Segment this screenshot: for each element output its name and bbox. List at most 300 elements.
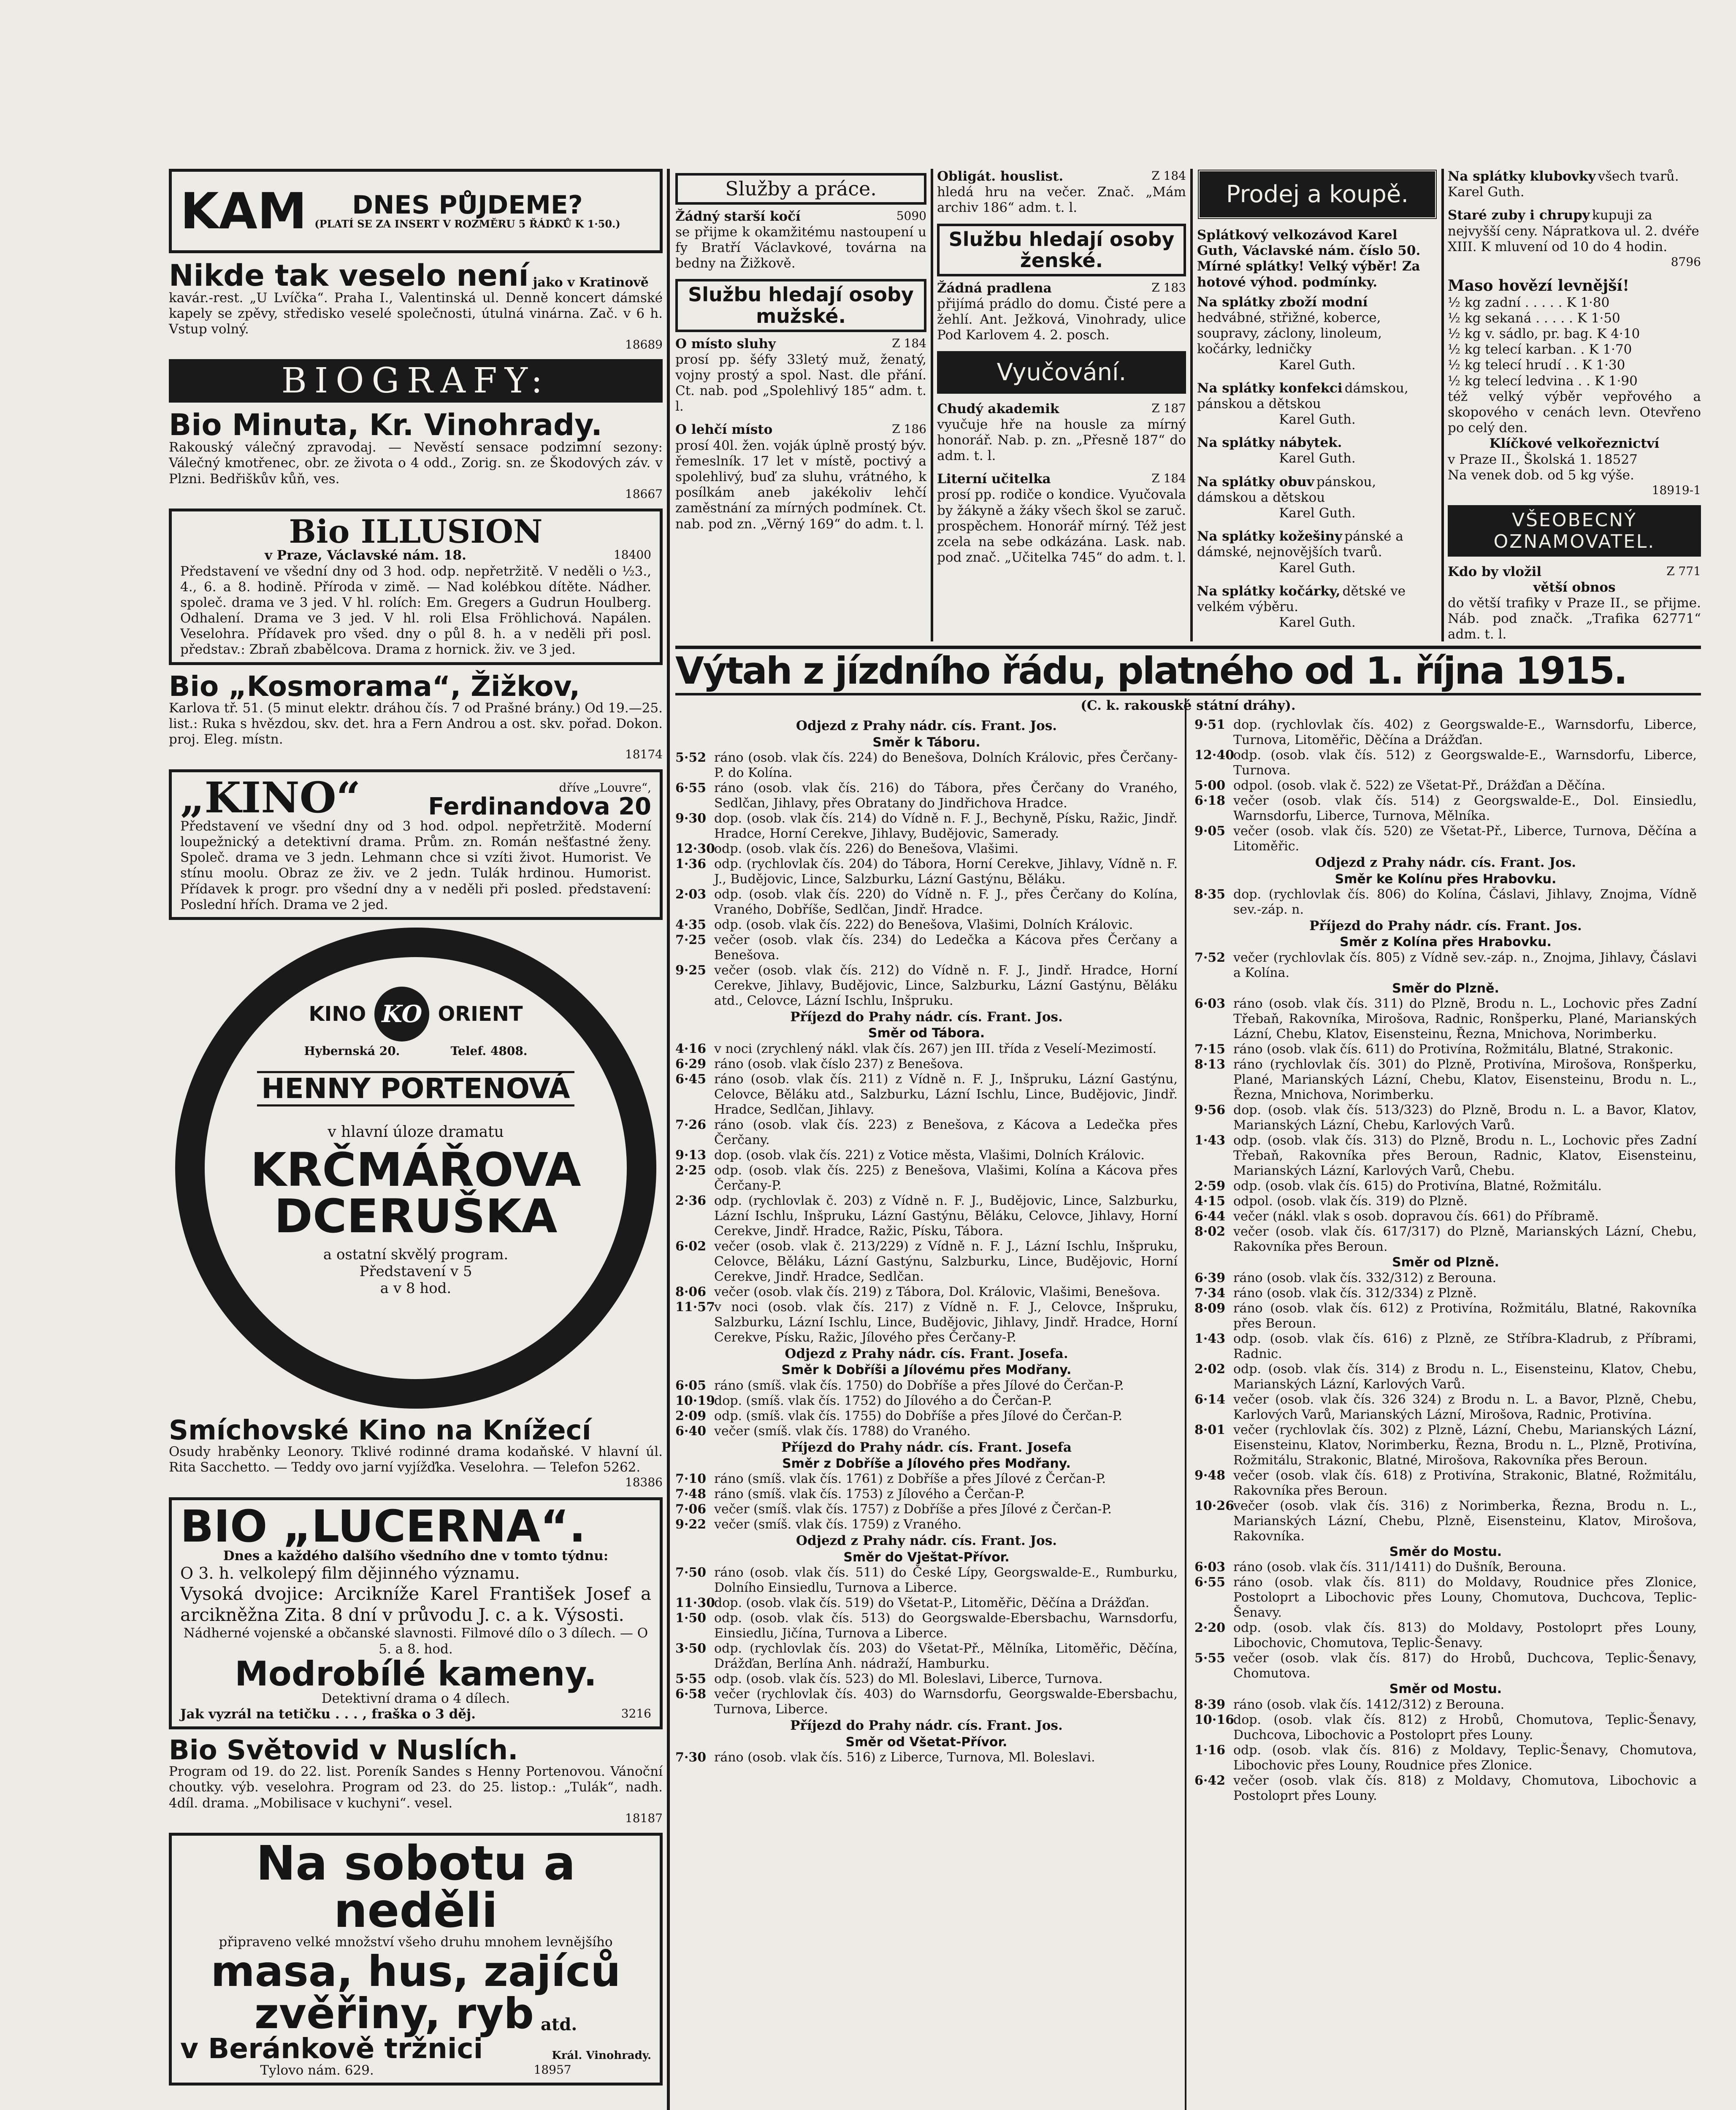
timetable-time: 8·02 xyxy=(1194,1224,1226,1239)
timetable-time: 8·13 xyxy=(1194,1057,1226,1072)
classified-pradlena xyxy=(937,281,1186,344)
sobota-addr: Tylovo nám. 629. xyxy=(260,2062,374,2078)
timetable-direction: Směr z Dobříše a Jílového přes Modřany. xyxy=(782,1456,1071,1471)
timetable-text: odp. (osob. vlak čís. 220) do Vídně n. F. J., přes Čerčany do Kolína, Vraného, Dobříše, Sedlčan, Jindř. Hradce. xyxy=(714,887,1178,917)
orient-name: ORIENT xyxy=(438,1002,523,1026)
section-header-zenske xyxy=(937,224,1186,276)
nikde-code: 18689 xyxy=(625,337,663,352)
timetable-time: 4·16 xyxy=(675,1041,707,1056)
classified-title: O lehčí místo xyxy=(675,422,773,438)
timetable-row xyxy=(675,1687,1178,1717)
timetable-time: 11·57 xyxy=(675,1299,715,1315)
classified-title: Na splátky klubovky xyxy=(1448,169,1596,184)
classified-title: Staré zuby i chrupy xyxy=(1448,208,1590,223)
timetable-row xyxy=(675,1117,1178,1148)
timetable-row xyxy=(675,963,1178,1009)
timetable-row xyxy=(1194,1743,1697,1773)
timetable-time: 8·35 xyxy=(1194,887,1226,902)
svetovid-ad xyxy=(169,1737,663,1825)
timetable-direction: Směr z Kolína přes Hrabovku. xyxy=(1340,935,1552,950)
left-column xyxy=(169,169,663,2110)
timetable-row xyxy=(675,1487,1178,1502)
timetable-time: 2·36 xyxy=(675,1193,707,1208)
timetable-text: večer (osob. vlak čís. 212) do Vídně n. F. J., Jindř. Hradce, Horní Cerekve, Jihlavy, Budějovic, Lince, Salzburku, Lázní Gastýnu, Běláku atd., Celovce, Lázní Ischlu, Inšpruku. xyxy=(714,963,1178,1009)
classified-text: pánské a dámské, nejnovějších tvarů. xyxy=(1197,529,1403,560)
classified-modni xyxy=(1197,295,1438,373)
timetable-time: 7·52 xyxy=(1194,950,1226,965)
classified-code: Z 186 xyxy=(892,422,926,436)
lucerna-line2: Vysoká dvojice: Arcikníže Karel František Josef a arcikněžna Zita. 8 dní v průvodu J. c. a k. Výsosti. xyxy=(180,1583,651,1626)
orient-kino: KINO xyxy=(309,1002,366,1026)
classified-text: pánskou, dámskou a dětskou xyxy=(1197,474,1376,505)
svetovid-code: 18187 xyxy=(625,1811,663,1825)
timetable-text: odp. (osob. vlak čís. 523) do Ml. Boleslavi, Liberce, Turnova. xyxy=(714,1672,1103,1687)
classified-text: všech tvarů. Karel Guth. xyxy=(1448,169,1679,200)
illusion-text: Představení ve všední dny od 3 hod. odp. nepřetržitě. V neděli o ½3., 4., 6. a 8. hodině. Příroda v zimě. — Nad kolébkou dítěte. Nádher. společ. drama ve 3 jed. V hl. rolích: Em. Gregers a Gudrun Houlberg. Odhalení. Drama ve 3 jed. V hl. roli Elsa Fröhlichová. Napálen. Veselohra. Přídavek pro všed. dny o půl 8. h. a v neděli při posl. představ.: Zbraň zbabělcova. Drama z hornick. živ. ve 3 jed. xyxy=(180,563,651,657)
classified-code: Z 187 xyxy=(1151,401,1186,415)
timetable-row xyxy=(1194,996,1697,1042)
timetable-direction: Směr od Mostu. xyxy=(1389,1682,1502,1697)
classified-text: prosí pp. šéfy 33letý muž, ženatý, vojny prostý a spol. Nast. dle přání. Ct. nab. pod „Spolehlivý 185“ adm. t. l. xyxy=(675,352,926,414)
lucerna-code: 3216 xyxy=(621,1707,651,1720)
timetable-text: v noci (osob. vlak čís. 217) z Vídně n. F. J., Celovce, Inšpruku, Salzburku, Lázní Ischlu, Lince, Budějovic, Jihlavy, Jindř. Hradce, Horní Cerekve, Písku, Ražic, Jílového přes Čerčany-P. xyxy=(714,1299,1178,1345)
maso-item: ½ kg telecí ledvina . . K 1·90 xyxy=(1448,373,1638,389)
timetable-time: 7·15 xyxy=(1194,1042,1226,1057)
timetable-text: odp. (rychlovlak čís. 204) do Tábora, Horní Cerekve, Jihlavy, Vídně n. F. J., Budějovic, Lince, Salzburku, Lázní Gastýnu, Běláku. xyxy=(714,857,1178,887)
timetable-time: 2·02 xyxy=(1194,1361,1226,1377)
sobota-place: Král. Vinohrady. xyxy=(552,2049,651,2062)
timetable-time: 1·16 xyxy=(1194,1742,1226,1758)
kosmorama-text: Karlova tř. 51. (5 minut elektr. dráhou čís. 7 od Prašné brány.) Od 19.—25. list.: Ruka s hvězdou, skv. det. hra a Fern Androu a ost. skv. pořad. Dokon. proj. Eleg. místn. xyxy=(169,700,663,747)
timetable-time: 4·15 xyxy=(1194,1194,1226,1209)
timetable-text: ráno (osob. vlak čís. 511) do České Lípy, Georgswalde-E., Rumburku, Dolního Einsiedlu, Turnova a Liberce. xyxy=(714,1565,1178,1596)
timetable-row xyxy=(675,1424,1178,1439)
timetable-row xyxy=(675,1502,1178,1517)
timetable-text: odpol. (osob. vlak č. 522) ze Všetat-Př., Drážďan a Děčína. xyxy=(1233,778,1606,793)
classified-houslista xyxy=(937,169,1186,216)
classified-kozesiny xyxy=(1197,529,1438,576)
classified-text: vyučuje hře na housle za mírný honorář. Nab. p. zn. „Přesně 187“ do adm. t. l. xyxy=(937,417,1186,464)
section-header-vyucovani xyxy=(937,351,1186,394)
classified-text: do větší trafiky v Praze II., se přijme. Náb. pod značk. „Trafika 62771“ adm. t. l. xyxy=(1448,595,1701,642)
timetable-time: 6·29 xyxy=(675,1056,707,1071)
maso-addr: v Praze II., Školská 1. 18527 xyxy=(1448,452,1638,467)
timetable-text: večer (osob. vlak čís. 234) do Ledečka a Kácova přes Čerčany a Benešova. xyxy=(714,933,1178,963)
timetable-row xyxy=(675,1378,1178,1393)
timetable-direction: Směr od Všetat-Přívor. xyxy=(845,1734,1007,1750)
timetable-time: 7·06 xyxy=(675,1502,707,1517)
timetable-row xyxy=(675,1596,1178,1611)
sobota-market: v Beránkově tržnici xyxy=(180,2032,483,2065)
sluzby-title: Služby a práce. xyxy=(725,177,877,200)
timetable-right-column xyxy=(1194,717,1697,1804)
classified-by: Karel Guth. xyxy=(1279,615,1356,630)
illusion-ad xyxy=(169,509,663,665)
timetable-text: odp. (osob. vlak čís. 222) do Benešova, Vlašimi, Dolních Královic. xyxy=(714,917,1133,933)
orient-addr: Hybernská 20. xyxy=(304,1044,400,1058)
timetable-text: ráno (osob. vlak čís. 612) z Protivína, Rožmitálu, Blatné, Rakovníka přes Beroun. xyxy=(1233,1301,1697,1331)
timetable-time: 3·50 xyxy=(675,1641,707,1656)
classified-nabytek xyxy=(1197,435,1438,466)
orient-star: HENNY PORTENOVÁ xyxy=(257,1071,574,1106)
timetable-text: ráno (osob. vlak čís. 223) z Benešova, z Kácova a Ledečka přes Čerčany. xyxy=(714,1117,1178,1147)
classified-text: dámskou, pánskou a dětskou xyxy=(1197,380,1408,411)
timetable-row xyxy=(1194,1575,1697,1620)
timetable-row xyxy=(1194,1133,1697,1179)
timetable-row xyxy=(1194,1773,1697,1804)
lucerna-ad xyxy=(169,1497,663,1729)
timetable-text: odp. (smíš. vlak čís. 1755) do Dobříše a přes Jílové do Čerčan-P. xyxy=(714,1408,1123,1423)
sobota-ad xyxy=(169,1833,663,2085)
classified-title: Chudý akademik xyxy=(937,401,1059,417)
classified-text: prosí pp. rodiče o kondice. Vyučovala by žákyně a žáky všech škol se zaruč. prospěchem. Honorář mírný. Též jest zcela na sebe odkázána. Lask. nab. pod znač. „Učitelka 745“ do adm. t. l. xyxy=(937,487,1186,565)
timetable-text: večer (osob. vlak čís. 618) z Protivína, Strakonic, Blatné, Rožmitálu, Rakovníka přes Beroun. xyxy=(1233,1468,1697,1498)
classified-konfekce xyxy=(1197,381,1438,428)
classified-by: Karel Guth. xyxy=(1279,560,1356,576)
timetable-time: 7·30 xyxy=(675,1750,707,1765)
classified-title: Obligát. houslist. xyxy=(937,169,1064,184)
timetable-row xyxy=(675,1300,1178,1345)
classified-sluha xyxy=(675,336,926,415)
classified-klubovky xyxy=(1448,169,1701,200)
timetable-row xyxy=(675,1517,1178,1532)
maso-title: Maso hovězí levnější! xyxy=(1448,276,1629,295)
classified-by: Karel Guth. xyxy=(1279,412,1356,427)
sobota-title: Na sobotu a neděli xyxy=(256,1836,576,1939)
timetable-time: 7·48 xyxy=(675,1487,707,1502)
timetable-time: 5·55 xyxy=(1194,1651,1226,1666)
timetable-time: 9·25 xyxy=(675,963,707,978)
classified-text: přijímá prádlo do domu. Čisté pere a žehlí. Ant. Ježková, Vinohrady, ulice Pod Karlovem 4. 2. posch. xyxy=(937,296,1186,343)
sobota-code: 18957 xyxy=(534,2062,571,2077)
classified-zuby xyxy=(1448,208,1701,269)
timetable-row xyxy=(1194,1712,1697,1743)
timetable-row xyxy=(1194,1286,1697,1301)
smichov-title: Smíchovské Kino na Knížecí xyxy=(169,1415,591,1446)
timetable-time: 2·03 xyxy=(675,887,707,902)
maso-note: Na venek dob. od 5 kg výše. xyxy=(1448,467,1634,483)
illusion-code: 18400 xyxy=(613,548,651,562)
classified-guth: Splátkový velkozávod Karel Guth, Václavské nám. číslo 50. Mírné splátky! Velký výběr! Za hotové výhod. podmínky. xyxy=(1197,227,1421,290)
biografy-banner: BIOGRAFY: xyxy=(169,359,663,403)
timetable-row xyxy=(675,1057,1178,1072)
timetable-subtitle: (C. k. rakouské státní dráhy). xyxy=(1081,698,1296,713)
kino-ad xyxy=(169,769,663,920)
timetable-time: 6·05 xyxy=(675,1378,707,1393)
classified-code: Z 771 xyxy=(1666,564,1701,578)
classified-title2: větší obnos xyxy=(1533,579,1616,595)
timetable-row xyxy=(675,811,1178,841)
timetable-text: dop. (rychlovlak čís. 806) do Kolína, Čáslavi, Jihlavy, Znojma, Vídně sev.-záp. n. xyxy=(1233,887,1697,917)
timetable-text: ráno (osob. vlak čís. 332/312) z Berouna. xyxy=(1233,1270,1497,1285)
timetable-text: odp. (osob. vlak čís. 314) z Brodu n. L., Eisensteinu, Klatov, Chebu, Marianských Lázní, Karlových Varů. xyxy=(1233,1361,1697,1392)
timetable-row xyxy=(1194,1042,1697,1057)
timetable-text: večer (osob. vlak čís. 817) do Hrobů, Duchcova, Teplic-Šenavy, Chomutova. xyxy=(1233,1651,1697,1681)
maso-item: ½ kg v. sádlo, pr. bag. K 4·10 xyxy=(1448,326,1640,342)
timetable-time: 6·45 xyxy=(675,1071,707,1087)
classified-code: 8796 xyxy=(1671,254,1701,269)
timetable-text: ráno (smíš. vlak čís. 1761) z Dobříše a přes Jílové z Čerčan-P. xyxy=(714,1472,1106,1487)
svetovid-title: Bio Světovid v Nuslích. xyxy=(169,1735,518,1766)
timetable-text: odp. (osob. vlak čís. 225) z Benešova, Vlašimi, Kolína a Kácova přes Čerčany-P. xyxy=(714,1163,1178,1193)
timetable-text: večer (nákl. vlak s osob. dopravou čís. 661) do Příbramě. xyxy=(1233,1209,1599,1224)
kam-line1: DNES PŮJDEME? xyxy=(352,190,583,220)
classified-obnos xyxy=(1448,564,1701,643)
timetable-row xyxy=(675,1239,1178,1285)
timetable-text: večer (osob. vlak čís. 219) z Tábora, Dol. Královic, Vlašimi, Benešova. xyxy=(714,1284,1161,1299)
timetable-time: 10·26 xyxy=(1194,1498,1234,1513)
classified-by: Karel Guth. xyxy=(1279,357,1356,373)
timetable xyxy=(675,646,1701,1804)
timetable-row xyxy=(675,1072,1178,1117)
kam-line2: (PLATÍ SE ZA INSERT V ROZMĚRU 5 ŘÁDKŮ K 1·50.) xyxy=(314,217,620,230)
muzske-title: Službu hledají osoby mužské. xyxy=(688,283,914,327)
timetable-time: 7·25 xyxy=(675,933,707,948)
kosmorama-title: Bio „Kosmorama“, Žižkov, xyxy=(169,670,580,703)
column-rule xyxy=(931,169,933,641)
timetable-text: večer (osob. vlak čís. 316) z Norimberka, Řezna, Brodu n. L., Marianských Lázní, Chebu, Plzně, Eisensteinu, Klatov, Mirošova, Rakovníka. xyxy=(1233,1498,1697,1544)
kam-title: KAM xyxy=(180,182,307,240)
timetable-row xyxy=(1194,778,1697,793)
classified-obuv xyxy=(1197,474,1438,522)
timetable-time: 6·55 xyxy=(1194,1575,1226,1590)
timetable-time: 6·18 xyxy=(1194,793,1226,809)
nikde-title2: jako v Kratinově xyxy=(533,275,649,290)
timetable-heading: Příjezd do Prahy nádr. cís. Frant. Jos. xyxy=(790,1718,1063,1734)
column-rule xyxy=(1190,169,1193,641)
timetable-direction: Směr do Vještat-Přívor. xyxy=(843,1550,1010,1565)
timetable-row xyxy=(1194,1209,1697,1224)
timetable-time: 8·01 xyxy=(1194,1422,1226,1437)
maso-item: ½ kg telecí karban. . K 1·70 xyxy=(1448,342,1632,357)
lucerna-sub: Dnes a každého dalšího všedního dne v tomto týdnu: xyxy=(223,1548,609,1564)
timetable-row xyxy=(1194,1468,1697,1499)
classified-code: Z 184 xyxy=(1151,169,1186,183)
timetable-row xyxy=(675,781,1178,811)
timetable-time: 9·22 xyxy=(675,1517,707,1532)
orient-tel: Telef. 4808. xyxy=(450,1044,528,1058)
sobota-atd: atd. xyxy=(541,2014,577,2034)
lucerna-big: Modrobílé kameny. xyxy=(235,1654,597,1693)
timetable-time: 6·39 xyxy=(1194,1270,1226,1285)
classified-title: Kdo by vložil xyxy=(1448,564,1542,579)
classified-code: Z 184 xyxy=(892,336,926,350)
minuta-ad xyxy=(169,410,663,501)
timetable-text: ráno (osob. vlak čís. 224) do Benešova, Dolních Královic, přes Čerčany-P. do Kolína. xyxy=(714,750,1178,781)
timetable-row xyxy=(675,1393,1178,1409)
timetable-text: ráno (osob. vlak čís. 211) z Vídně n. F. J., Inšpruku, Lázní Gastýnu, Celovce, Běláku atd., Salzburku, Lázní Ischlu, Lince, Budějovic, Jindř. Hradce, Sedlčan, Jihlavy. xyxy=(714,1071,1178,1117)
minuta-code: 18667 xyxy=(625,487,663,501)
timetable-row xyxy=(675,933,1178,963)
timetable-row xyxy=(1194,1392,1697,1423)
timetable-row xyxy=(675,1148,1178,1163)
timetable-text: večer (rychlovlak čís. 302) z Plzně, Lázní, Chebu, Marianských Lázní, Eisensteinu, Klatov, Norimberku, Řezna, Brodu n. L., Plzně, Protivína, Rožmitálu, Strakonic, Blatné, Mirošova, Rakovníka přes Beroun. xyxy=(1233,1422,1697,1468)
maso-item: ½ kg zadní . . . . . K 1·80 xyxy=(1448,295,1610,310)
timetable-text: dop. (osob. vlak čís. 519) do Všetat-P., Litoměřic, Děčína a Drážďan. xyxy=(714,1596,1150,1611)
kam-ad xyxy=(169,169,663,253)
timetable-time: 9·56 xyxy=(1194,1103,1226,1118)
classified-text: kupuji za nejvyšší ceny. Nápratkova ul. 2. dvéře XIII. K mluvení od 10 do 4 hodin. xyxy=(1448,208,1699,254)
smichov-ad xyxy=(169,1417,663,1490)
timetable-direction: Směr ke Kolínu přes Hrabovku. xyxy=(1335,871,1557,887)
timetable-direction: Směr k Táboru. xyxy=(872,735,980,750)
timetable-text: ráno (osob. vlak čís. 516) z Liberce, Turnova, Ml. Boleslavi. xyxy=(714,1750,1095,1765)
svetovid-text: Program od 19. do 22. list. Poreník Sandes s Henny Portenovou. Vánoční choutky. výb. veselohra. Program od 23. do 25. listop.: „Tulák“, nadh. 4díl. drama. „Mobilisace v kuchyni“. vesel. xyxy=(169,1764,663,1811)
section-header-vseobecny xyxy=(1448,505,1701,557)
classified-by: Karel Guth. xyxy=(1279,451,1356,466)
timetable-row xyxy=(675,1672,1178,1687)
timetable-time: 6·14 xyxy=(1194,1392,1226,1407)
timetable-time: 9·48 xyxy=(1194,1468,1226,1483)
timetable-row xyxy=(675,887,1178,917)
timetable-text: v noci (zrychlený nákl. vlak čís. 267) jen III. třída z Veselí-Mezimostí. xyxy=(714,1041,1157,1056)
timetable-text: odp. (osob. vlak čís. 616) z Plzně, ze Stříbra-Kladrub, z Příbrami, Radnic. xyxy=(1233,1331,1697,1361)
section-header-prodej xyxy=(1197,169,1438,220)
timetable-row xyxy=(1194,1499,1697,1544)
classified-code: 5090 xyxy=(896,208,926,223)
kino-title: „KINO“ xyxy=(180,772,361,822)
maso-code: 18919-1 xyxy=(1652,483,1701,497)
timetable-text: dop. (osob. vlak čís. 214) do Vídně n. F. J., Bechyně, Písku, Ražic, Jindř. Hradce, Horní Cerekve, Jihlavy, Budějovic, Samerady. xyxy=(714,811,1178,841)
classified-title: Na splátky kožešiny xyxy=(1197,529,1343,544)
timetable-text: večer (osob. vlak čís. 617/317) do Plzně, Marianských Lázní, Chebu, Rakovníka přes Beroun. xyxy=(1233,1224,1697,1255)
orient-logo-icon: KO xyxy=(374,987,429,1041)
timetable-time: 9·13 xyxy=(675,1147,707,1163)
orient-rest3: a v 8 hod. xyxy=(380,1280,452,1297)
newspaper-page xyxy=(169,169,1701,2110)
timetable-time: 6·44 xyxy=(1194,1209,1226,1224)
nikde-title: Nikde tak veselo není xyxy=(169,258,529,293)
timetable-text: večer (osob. vlak č. 213/229) z Vídně n. F. J., Lázní Ischlu, Inšpruku, Celovce, Běláku, Lázní Gastýnu, Salzburku, Lince, Budějovic, Horní Cerekve, Jindř. Hradce, Sedlčan. xyxy=(714,1239,1178,1284)
timetable-row xyxy=(675,1611,1178,1641)
timetable-text: ráno (osob. vlak čís. 216) do Tábora, přes Čerčany do Vraného, Sedlčan, Jihlavy, přes Obratany do Jindřichova Hradce. xyxy=(714,781,1178,811)
maso-extra: Klíčkové velkořeznictví xyxy=(1489,436,1660,452)
timetable-direction: Směr do Plzně. xyxy=(1392,981,1499,996)
timetable-text: odp. (osob. vlak čís. 313) do Plzně, Brodu n. L., Lochovic přes Zadní Třebaň, Rakovníka přes Beroun, Radnic, Klatov, Eisensteinu, Marianských Lázní, Karlových Varů, Chebu. xyxy=(1233,1133,1697,1179)
timetable-text: dop. (osob. vlak čís. 513/323) do Plzně, Brodu n. L. a Bavor, Klatov, Marianských Lázní, Chebu, Karlových Varů. xyxy=(1233,1103,1697,1133)
illusion-title: Bio ILLUSION xyxy=(289,513,543,551)
timetable-time: 5·00 xyxy=(1194,778,1226,793)
timetable-time: 1·43 xyxy=(1194,1133,1226,1148)
timetable-row xyxy=(1194,717,1697,748)
timetable-time: 7·34 xyxy=(1194,1285,1226,1301)
timetable-text: ráno (osob. vlak čís. 311/1411) do Dušník, Berouna. xyxy=(1233,1560,1566,1575)
timetable-time: 6·03 xyxy=(1194,1560,1226,1575)
classified-title: Na splátky konfekci xyxy=(1197,380,1343,396)
smichov-code: 18386 xyxy=(625,1475,663,1490)
sobota-big2: zvěřiny, ryb xyxy=(254,1988,534,2038)
timetable-time: 9·30 xyxy=(675,811,707,826)
minuta-text: Rakouský válečný zpravodaj. — Nevěstí sensace podzimní sezony: Válečný kmotřenec, obr. ze života o 4 odd., Zorig. sn. ze Škodových záv. v Plzni. Bedřiškův kůň, ves. xyxy=(169,440,663,487)
timetable-direction: Směr do Mostu. xyxy=(1389,1544,1502,1559)
timetable-time: 6·42 xyxy=(1194,1773,1226,1788)
timetable-text: dop. (osob. vlak čís. 812) z Hrobů, Chomutova, Teplic-Šenavy, Duchcova, Libochovic a Postoloprt přes Louny. xyxy=(1233,1712,1697,1742)
timetable-time: 6·55 xyxy=(675,781,707,796)
timetable-time: 2·25 xyxy=(675,1163,707,1178)
timetable-text: odp. (osob. vlak čís. 513) do Georgswalde-Ebersbachu, Warnsdorfu, Einsiedlu, Jičína, Turnova a Liberce. xyxy=(714,1611,1178,1641)
orient-rest1: a ostatní skvělý program. xyxy=(323,1246,509,1263)
classified-title: Literní učitelka xyxy=(937,471,1051,487)
timetable-text: ráno (osob. vlak čís. 312/334) z Plzně. xyxy=(1233,1285,1477,1301)
orient-rest2: Představení v 5 xyxy=(359,1263,472,1280)
lucerna-title: BIO „LUCERNA“. xyxy=(180,1500,586,1552)
timetable-text: odp. (osob. vlak čís. 813) do Moldavy, Postoloprt přes Louny, Libochovic, Chomutova, Teplic-Šenavy. xyxy=(1233,1620,1697,1651)
timetable-time: 9·05 xyxy=(1194,824,1226,839)
timetable-row xyxy=(675,1565,1178,1596)
timetable-text: dop. (osob. vlak čís. 221) z Votice města, Vlašimi, Dolních Královic. xyxy=(714,1147,1145,1163)
nikde-ad xyxy=(169,258,663,352)
classified-title: Na splátky nábytek. xyxy=(1197,435,1342,451)
timetable-text: večer (smíš. vlak čís. 1788) do Vraného. xyxy=(714,1423,971,1439)
kino-addr: Ferdinandova 20 xyxy=(428,793,651,820)
timetable-text: odp. (rychlovlak č. 203) z Vídně n. F. J., Budějovic, Lince, Salzburku, Lázní Ischlu, Inšpruku, Lázní Gastýnu, Běláku, Celovce, Jihlavy, Horní Cerekve, Jindř. Hradce, Ražic, Písku, Tábora. xyxy=(714,1193,1178,1239)
timetable-row xyxy=(1194,1362,1697,1392)
timetable-row xyxy=(1194,1057,1697,1103)
maso-item: ½ kg telecí hrudí . . K 1·30 xyxy=(1448,357,1625,373)
timetable-heading: Příjezd do Prahy nádr. cís. Frant. Josefa xyxy=(781,1439,1072,1455)
orient-film1: KRČMÁŘOVA xyxy=(250,1142,581,1197)
timetable-text: ráno (osob. vlak čís. 611) do Protivína, Rožmitálu, Blatné, Strakonic. xyxy=(1233,1042,1674,1057)
timetable-row xyxy=(1194,1620,1697,1651)
timetable-time: 10·16 xyxy=(1194,1712,1234,1727)
timetable-row xyxy=(1194,793,1697,824)
timetable-time: 5·52 xyxy=(675,750,707,766)
lucerna-line1: O 3. h. velkolepý film dějinného významu. xyxy=(180,1564,520,1583)
timetable-row xyxy=(1194,1194,1697,1209)
timetable-row xyxy=(675,1641,1178,1672)
classified-text: prosí 40l. žen. voják úplně prostý býv. řemeslník. 17 let v místě, poctivý a spolehlivý, buď za sluhu, vrátného, k posílkám aneb jakékoliv lehčí zaměstnání za mírných podmínek. Ct. nab. pod zn. „Věrný 169“ do adm. t. l. xyxy=(675,438,926,532)
maso-ad xyxy=(1448,277,1701,498)
timetable-heading: Příjezd do Prahy nádr. cís. Frant. Jos. xyxy=(1309,918,1582,934)
timetable-row xyxy=(1194,1179,1697,1194)
timetable-row xyxy=(1194,1560,1697,1575)
timetable-text: večer (osob. vlak čís. 818) z Moldavy, Chomutova, Libochovic a Postoloprt přes Louny. xyxy=(1233,1773,1697,1803)
smichov-text: Osudy hraběnky Leonory. Tklivé rodinné drama kodaňské. V hlavní úl. Rita Sacchetto. — Teddy ovo jarní vyjížďka. Veselohra. — Telefon 5262. xyxy=(169,1444,663,1475)
kosmorama-code: 18174 xyxy=(625,747,663,762)
timetable-row xyxy=(1194,824,1697,854)
timetable-time: 1·43 xyxy=(1194,1331,1226,1346)
lucerna-line4: Detektivní drama o 4 dílech. xyxy=(321,1691,510,1706)
timetable-row xyxy=(1194,1697,1697,1712)
classified-code: Z 183 xyxy=(1151,280,1186,295)
timetable-text: odp. (osob. vlak čís. 816) z Moldavy, Teplic-Šenavy, Chomutova, Libochovic přes Louny, Roudnice přes Zlonice. xyxy=(1233,1742,1697,1773)
timetable-row xyxy=(675,1409,1178,1424)
vseobecny-title: VŠEOBECNÝ OZNAMOVATEL. xyxy=(1493,509,1655,552)
timetable-text: odpol. (osob. vlak čís. 319) do Plzně. xyxy=(1233,1194,1468,1209)
section-header-sluzby xyxy=(675,173,926,205)
timetable-row xyxy=(675,917,1178,933)
prodej-title: Prodej a koupě. xyxy=(1226,181,1409,208)
classified-text: hedvábné, střižné, koberce, soupravy, záclony, linoleum, kočárky, ledničky xyxy=(1197,310,1382,357)
orient-role: v hlavní úloze dramatu xyxy=(328,1123,504,1141)
section-header-muzske xyxy=(675,279,926,332)
timetable-text: večer (rychlovlak čís. 403) do Warnsdorfu, Georgswalde-Ebersbachu, Turnova, Liberce. xyxy=(714,1687,1178,1717)
timetable-time: 7·10 xyxy=(675,1472,707,1487)
timetable-time: 8·39 xyxy=(1194,1697,1226,1712)
maso-text: též velký výběr vepřového a skopového v cenách levn. Otevřeno po celý den. xyxy=(1448,389,1701,436)
timetable-text: ráno (osob. vlak čís. 1412/312) z Berouna. xyxy=(1233,1697,1505,1712)
timetable-time: 2·09 xyxy=(675,1408,707,1423)
timetable-time: 7·26 xyxy=(675,1117,707,1132)
timetable-time: 10·19 xyxy=(675,1393,715,1408)
timetable-row xyxy=(675,857,1178,887)
timetable-text: večer (smíš. vlak čís. 1759) z Vraného. xyxy=(714,1517,962,1532)
timetable-text: ráno (rychlovlak čís. 301) do Plzně, Protivína, Mirošova, Ronšperku, Plané, Marianských Lázní, Chebu, Klatov, Eisensteinu, Brodu n. L., Řezna, Mnichova, Norimberku. xyxy=(1233,1057,1697,1103)
timetable-row xyxy=(1194,1103,1697,1133)
timetable-time: 2·59 xyxy=(1194,1179,1226,1194)
timetable-heading: Odjezd z Prahy nádr. cís. Frant. Jos. xyxy=(796,718,1057,734)
timetable-time: 1·50 xyxy=(675,1611,707,1626)
